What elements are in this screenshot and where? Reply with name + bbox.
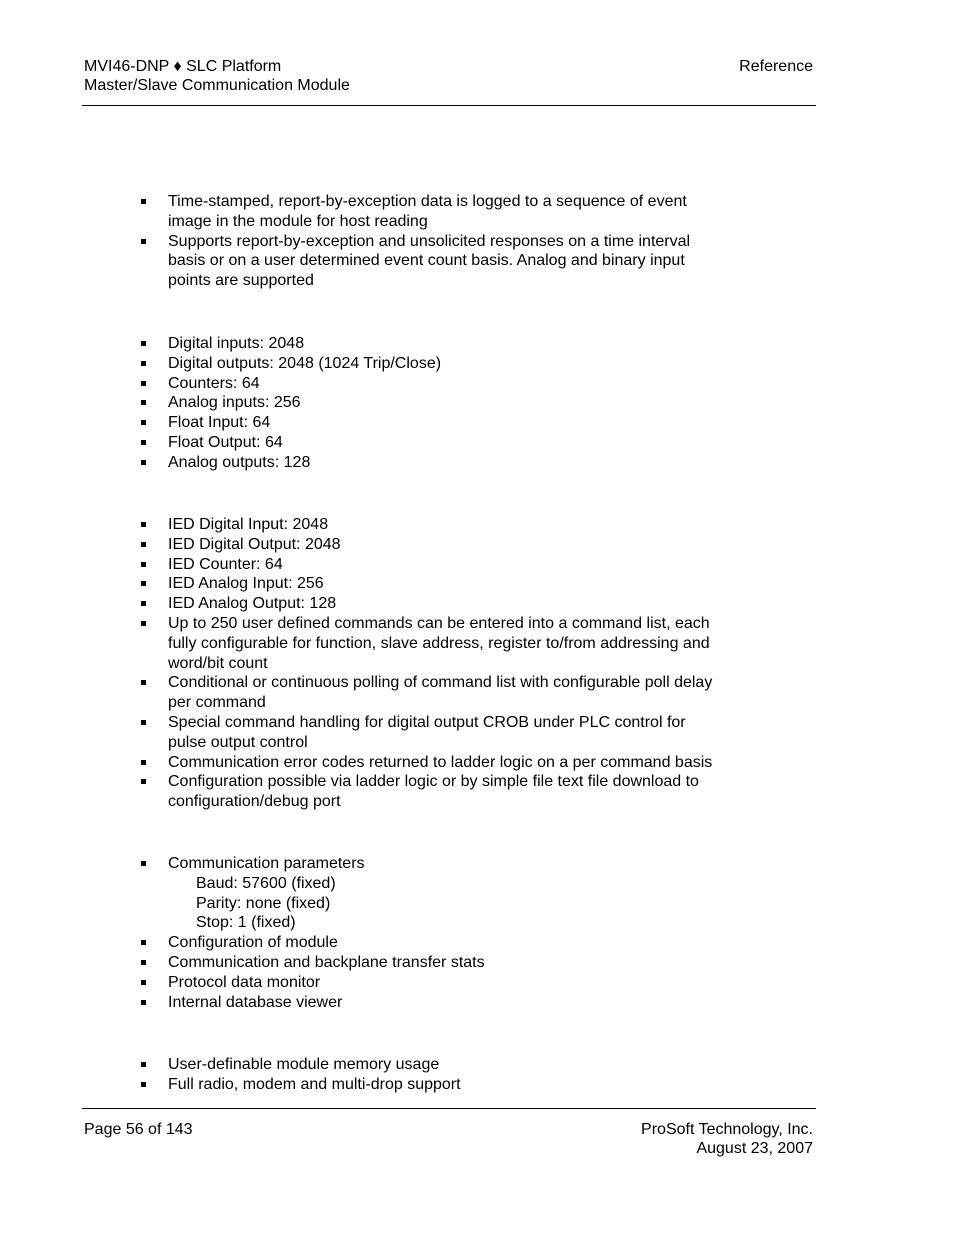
footer-divider (82, 1108, 816, 1109)
list-item: IED Analog Output: 128 (0, 594, 768, 614)
page-number: Page 56 of 143 (84, 1121, 193, 1138)
square-bullet-icon (141, 562, 146, 567)
list-item: Digital outputs: 2048 (1024 Trip/Close) (0, 354, 768, 374)
square-bullet-icon (141, 522, 146, 527)
list-item: Counters: 64 (0, 374, 768, 394)
list-item: Supports report-by-exception and unsolicited responses on a time interval basis or on a user determined event count basis. Analog and binary input points are supported (0, 232, 768, 291)
list-item: Full radio, modem and multi-drop support (0, 1075, 768, 1095)
bullet-list (0, 854, 954, 1012)
list-item: Configuration of module (0, 933, 768, 953)
list-item: Digital inputs: 2048 (0, 334, 768, 354)
square-bullet-icon (141, 621, 146, 626)
list-item: Float Output: 64 (0, 433, 768, 453)
list-item: Configuration possible via ladder logic or by simple file text file download to configuration/debug port (0, 772, 768, 812)
square-bullet-icon (141, 601, 146, 606)
bullet-list (0, 192, 954, 291)
square-bullet-icon (141, 239, 146, 244)
square-bullet-icon (141, 199, 146, 204)
list-item: Communication and backplane transfer stats (0, 953, 768, 973)
square-bullet-icon (141, 980, 146, 985)
list-item: Time-stamped, report-by-exception data is logged to a sequence of event image in the module for host reading (0, 192, 768, 232)
bullet-list (0, 515, 954, 812)
square-bullet-icon (141, 400, 146, 405)
square-bullet-icon (141, 460, 146, 465)
header-section: Reference (739, 58, 813, 75)
square-bullet-icon (141, 361, 146, 366)
list-item: IED Analog Input: 256 (0, 574, 768, 594)
company-name: ProSoft Technology, Inc. (641, 1121, 813, 1138)
sub-item: Stop: 1 (fixed) (196, 914, 296, 932)
list-item: Internal database viewer (0, 993, 768, 1013)
square-bullet-icon (141, 381, 146, 386)
list-item: User-definable module memory usage (0, 1055, 768, 1075)
list-item: Float Input: 64 (0, 413, 768, 433)
list-item: Conditional or continuous polling of command list with configurable poll delay per command (0, 673, 768, 713)
list-item: Communication parameters Baud: 57600 (fixed) Parity: none (fixed) Stop: 1 (fixed) (0, 854, 768, 933)
sub-item: Parity: none (fixed) (196, 894, 331, 912)
list-item: Up to 250 user defined commands can be entered into a command list, each fully configurable for function, slave address, register to/from addressing and word/bit count (0, 614, 768, 673)
square-bullet-icon (141, 960, 146, 965)
header-module: Master/Slave Communication Module (84, 77, 350, 94)
list-item: IED Digital Output: 2048 (0, 535, 768, 555)
header-product: MVI46-DNP ♦ SLC Platform (84, 58, 282, 75)
bullet-list (0, 1055, 954, 1095)
publish-date: August 23, 2007 (696, 1140, 813, 1157)
list-item: Communication error codes returned to ladder logic on a per command basis (0, 753, 768, 773)
list-item: Analog outputs: 128 (0, 453, 768, 473)
header-title (84, 57, 350, 95)
square-bullet-icon (141, 680, 146, 685)
square-bullet-icon (141, 1000, 146, 1005)
header-divider (82, 105, 816, 106)
square-bullet-icon (141, 542, 146, 547)
square-bullet-icon (141, 581, 146, 586)
footer-publisher (641, 1120, 813, 1158)
square-bullet-icon (141, 861, 146, 866)
sub-item: Baud: 57600 (fixed) (196, 874, 336, 892)
bullet-list (0, 334, 954, 473)
square-bullet-icon (141, 440, 146, 445)
square-bullet-icon (141, 1082, 146, 1087)
list-item: Special command handling for digital output CROB under PLC control for pulse output control (0, 713, 768, 753)
square-bullet-icon (141, 341, 146, 346)
list-item: Protocol data monitor (0, 973, 768, 993)
square-bullet-icon (141, 940, 146, 945)
square-bullet-icon (141, 1062, 146, 1067)
square-bullet-icon (141, 420, 146, 425)
list-item: Analog inputs: 256 (0, 393, 768, 413)
square-bullet-icon (141, 779, 146, 784)
square-bullet-icon (141, 720, 146, 725)
square-bullet-icon (141, 760, 146, 765)
list-item: IED Digital Input: 2048 (0, 515, 768, 535)
list-item: IED Counter: 64 (0, 555, 768, 575)
